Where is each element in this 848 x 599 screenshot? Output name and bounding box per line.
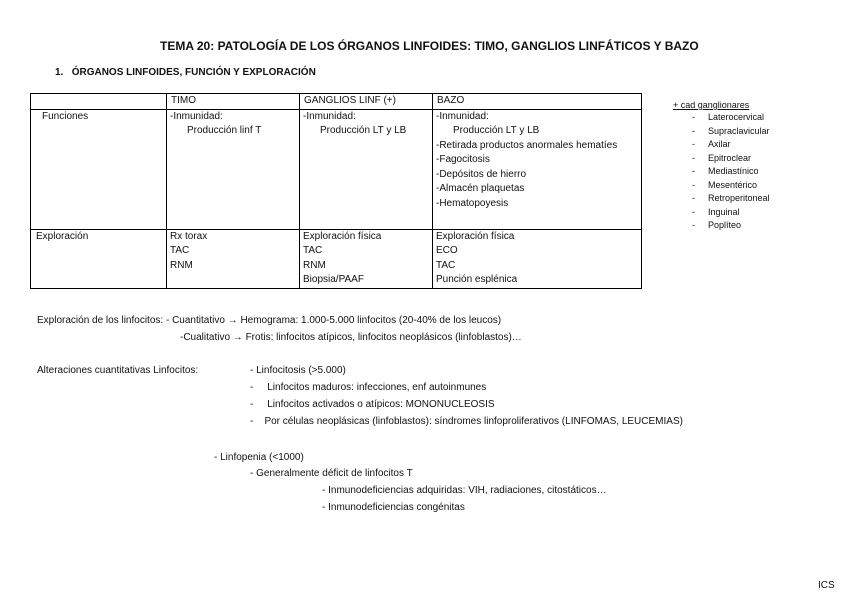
cell-timo-exploracion xyxy=(167,229,300,288)
section-title: ÓRGANOS LINFOIDES, FUNCIÓN Y EXPLORACIÓN xyxy=(71,67,316,78)
cell-line: -Inmunidad: xyxy=(436,110,489,122)
table-header-row xyxy=(31,94,642,110)
row-label-funciones: Funciones xyxy=(31,109,167,229)
deficit-text: - Generalmente déficit de linfocitos T xyxy=(250,468,413,479)
footer-label: ICS xyxy=(818,580,835,591)
cuantitativo-text: - Cuantitativo → Hemograma: 1.000-5.000 linfocitos (20-40% de los leucos) xyxy=(165,315,502,326)
cell-bazo-exploracion xyxy=(433,229,642,288)
cell-timo-funciones xyxy=(167,109,300,229)
section-number: 1. xyxy=(55,67,64,78)
cell-line: ECO xyxy=(436,245,458,256)
cualitativo-text: -Cualitativo → Frotis: linfocitos atípicos, linfocitos neoplásicos (linfoblastos)… xyxy=(180,332,522,343)
cell-line: -Inmunidad: xyxy=(303,110,356,122)
cell-line: -Almacén plaquetas xyxy=(436,183,525,194)
header-bazo: BAZO xyxy=(433,94,642,110)
cell-line: Exploración física xyxy=(436,230,515,242)
organs-table xyxy=(30,93,642,289)
linfopenia-text: - Linfopenia (<1000) xyxy=(214,452,304,463)
list-item: - Supraclavicular xyxy=(692,126,770,140)
header-timo: TIMO xyxy=(167,94,300,110)
cell-ganglios-funciones xyxy=(300,109,433,229)
cell-line: TAC xyxy=(303,245,323,256)
header-ganglios: GANGLIOS LINF (+) xyxy=(300,94,433,110)
cell-line: -Hematopoyesis xyxy=(436,197,509,209)
list-item: - Poplíteo xyxy=(692,220,770,234)
row-label-exploracion: Exploración xyxy=(31,229,167,288)
cell-line: Producción LT y LB xyxy=(453,125,540,136)
list-item: - Laterocervical xyxy=(692,112,770,126)
list-item: - Axilar xyxy=(692,139,770,153)
list-item: - Mesentérico xyxy=(692,180,770,194)
page-title: TEMA 20: PATOLOGÍA DE LOS ÓRGANOS LINFOIDES: TIMO, GANGLIOS LINFÁTICOS Y BAZO xyxy=(160,39,699,53)
linfocitosis-item-text: Por células neoplásicas (linfoblastos): síndromes linfoproliferativos (LINFOMAS, LEUCEMIAS) xyxy=(264,416,683,427)
cell-line: TAC xyxy=(436,259,456,271)
linfocitosis-item: - Por células neoplásicas (linfoblastos): síndromes linfoproliferativos (LINFOMAS, LEUCEMIAS) xyxy=(250,416,683,427)
cell-bazo-funciones xyxy=(433,109,642,229)
cell-line: RNM xyxy=(303,259,326,271)
cell-line: Exploración física xyxy=(303,230,382,242)
section-heading xyxy=(55,67,316,78)
deficit-item: - Inmunodeficiencias adquiridas: VIH, radiaciones, citostáticos… xyxy=(322,485,607,496)
cell-line: -Retirada productos anormales hematíes xyxy=(436,139,618,151)
list-item: - Epitroclear xyxy=(692,153,770,167)
cell-line: Producción LT y LB xyxy=(320,125,407,136)
deficit-item: - Inmunodeficiencias congénitas xyxy=(322,502,465,513)
cell-line: -Fagocitosis xyxy=(436,154,490,165)
linfocitosis-item-text: Linfocitos maduros: infecciones, enf autoinmunes xyxy=(267,382,487,393)
cell-line: TAC xyxy=(170,245,190,256)
list-item: - Inguinal xyxy=(692,207,770,221)
cell-line: RNM xyxy=(170,259,193,271)
linfocitosis-item: - Linfocitos activados o atípicos: MONONUCLEOSIS xyxy=(250,399,495,410)
exploracion-linfocitos-label: Exploración de los linfocitos: xyxy=(37,315,164,326)
linfocitosis-item-text: Linfocitos activados o atípicos: MONONUCLEOSIS xyxy=(267,399,495,410)
linfocitosis-item: - Linfocitos maduros: infecciones, enf autoinmunes xyxy=(250,382,487,393)
table-row-funciones xyxy=(31,109,642,229)
list-item: - Mediastínico xyxy=(692,166,770,180)
side-note-list xyxy=(692,112,770,234)
cell-line: Biopsia/PAAF xyxy=(303,274,364,285)
linfocitosis-text: - Linfocitosis (>5.000) xyxy=(250,365,346,376)
header-empty xyxy=(31,94,167,110)
cell-line: Punción esplénica xyxy=(436,274,518,285)
side-note-title: + cad ganglionares xyxy=(673,100,750,110)
table-row-exploracion xyxy=(31,229,642,288)
cell-line: Rx torax xyxy=(170,230,208,242)
cell-line: -Depósitos de hierro xyxy=(436,168,527,180)
cell-ganglios-exploracion xyxy=(300,229,433,288)
cell-line: -Inmunidad: xyxy=(170,110,223,122)
alteraciones-label: Alteraciones cuantitativas Linfocitos: xyxy=(37,365,199,376)
list-item: - Retroperitoneal xyxy=(692,193,770,207)
cell-line: Producción linf T xyxy=(187,125,262,136)
exploracion-linfocitos-line1 xyxy=(37,314,501,329)
